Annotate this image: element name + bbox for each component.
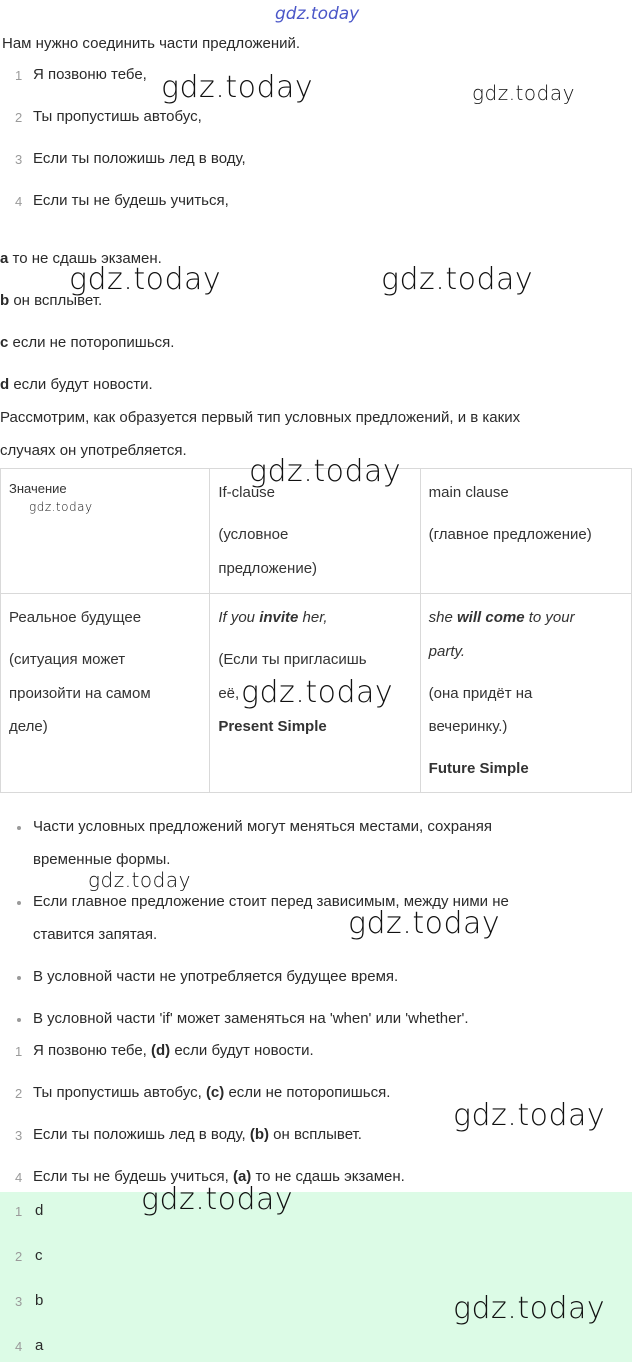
letter-item <box>0 334 174 351</box>
matched-text: если не потоpопишься. <box>224 1084 391 1101</box>
letter-key: a <box>0 250 9 267</box>
part-number: 3 <box>15 152 23 167</box>
matched-text: Если ты не будешь учиться, <box>33 1168 233 1185</box>
row-main-example: party. <box>428 643 466 660</box>
row-meaning-note: деле) <box>9 718 48 735</box>
bullet-dot <box>17 976 21 980</box>
header-meaning: Значение <box>9 481 67 496</box>
matched-number: 4 <box>15 1170 23 1185</box>
explain-line: Рассмотрим, как образуется первый тип условных предложений, и в каких <box>0 409 521 426</box>
part-number: 2 <box>15 110 23 125</box>
rule-text: В условной части 'if' может заменяться на 'when' или 'whether'. <box>33 1010 469 1027</box>
row-meaning-note: (ситуация может <box>9 651 126 668</box>
bullet-dot <box>17 826 21 830</box>
watermark: gdz.today <box>249 454 402 489</box>
part-text: Я позвоню тебе, <box>33 66 147 83</box>
matched-text: Я позвоню тебе, <box>33 1042 151 1059</box>
table-cell <box>420 469 631 594</box>
matched-text: то не сдашь экзамен. <box>251 1168 405 1185</box>
matched-text: он всплывет. <box>269 1126 362 1143</box>
row-if-translation: её, <box>218 685 240 702</box>
answer-number: 4 <box>15 1339 23 1354</box>
rule-text: Части условных предложений могут меняться местами, сохраняя <box>33 818 492 835</box>
header-main-clause: main clause <box>428 484 509 501</box>
answer-panel <box>0 1192 632 1362</box>
part-number: 1 <box>15 68 23 83</box>
conditional-table <box>0 468 632 793</box>
intro-text: Нам нужно соединить части предложений. <box>2 35 301 52</box>
row-main-translation: (она придёт на <box>428 685 533 702</box>
example-text: If you <box>218 609 260 626</box>
matched-number: 1 <box>15 1044 23 1059</box>
row-if-translation: (Если ты пригласишь <box>218 651 367 668</box>
example-text: she <box>428 609 458 626</box>
row-main-tense: Future Simple <box>428 760 529 777</box>
letter-text: если не потоpопишься. <box>8 334 175 351</box>
part-text: Если ты не будешь учиться, <box>33 192 229 209</box>
answer-number: 1 <box>15 1204 23 1219</box>
part-number: 4 <box>15 194 23 209</box>
watermark: gdz.today <box>381 262 534 297</box>
answer-number: 2 <box>15 1249 23 1264</box>
watermark: gdz.today <box>29 500 93 514</box>
row-main-example <box>429 609 575 626</box>
row-main-translation: вечеринку.) <box>428 718 508 735</box>
matched-key: (d) <box>151 1042 171 1059</box>
watermark: gdz.today <box>453 1098 606 1133</box>
matched-number: 2 <box>15 1086 23 1101</box>
watermark: gdz.today <box>161 70 314 105</box>
table-cell <box>1 594 210 793</box>
watermark: gdz.today <box>348 906 501 941</box>
letter-key: c <box>0 334 9 351</box>
rule-text: временные формы. <box>33 851 171 868</box>
watermark: gdz.today <box>453 1291 606 1326</box>
matched-key: (c) <box>205 1084 225 1101</box>
letter-text: он всплывет. <box>9 292 103 309</box>
table-cell <box>1 469 210 594</box>
example-text: to your <box>524 609 575 626</box>
watermark-top: gdz.today <box>275 4 360 24</box>
rule-text: ставится запятая. <box>33 926 158 943</box>
answer-value: b <box>35 1292 44 1309</box>
rule-text: В условной части не употребляется будущее время. <box>33 968 399 985</box>
row-meaning: Реальное будущее <box>9 609 142 626</box>
matched-text: если будут новости. <box>170 1042 314 1059</box>
example-text: her, <box>298 609 328 626</box>
matched-key: (b) <box>249 1126 269 1143</box>
header-if-clause-note: (условное <box>218 526 289 543</box>
example-verb: will come <box>457 609 525 626</box>
matched-text: Если ты положишь лед в воду, <box>33 1126 250 1143</box>
letter-item <box>0 376 153 393</box>
example-verb: invite <box>259 609 299 626</box>
letter-text: то не сдашь экзамен. <box>8 250 162 267</box>
rule-text: Если главное предложение стоит перед зависимым, между ними не <box>33 893 509 910</box>
bullet-dot <box>17 1018 21 1022</box>
watermark: gdz.today <box>141 1182 294 1217</box>
watermark: gdz.today <box>472 81 575 105</box>
matched-sentence <box>33 1084 390 1101</box>
matched-sentence <box>33 1126 362 1143</box>
letter-key: d <box>0 376 10 393</box>
matched-sentence <box>33 1042 314 1059</box>
row-meaning-note: произойти на самом <box>9 685 151 702</box>
letter-text: если будут новости. <box>9 376 153 393</box>
matched-number: 3 <box>15 1128 23 1143</box>
bullet-dot <box>17 901 21 905</box>
table-cell <box>420 594 631 793</box>
explain-line: случаях он употребляется. <box>0 442 187 459</box>
matched-text: Ты пропустишь автобус, <box>33 1084 206 1101</box>
watermark: gdz.today <box>88 868 191 892</box>
watermark: gdz.today <box>69 262 222 297</box>
answer-value: d <box>35 1202 44 1219</box>
answer-value: c <box>35 1247 43 1264</box>
answer-value: a <box>35 1337 44 1354</box>
header-if-clause-note: предложение) <box>218 560 318 577</box>
matched-key: (a) <box>232 1168 252 1185</box>
part-text: Ты пропустишь автобус, <box>33 108 202 125</box>
part-text: Если ты положишь лед в воду, <box>33 150 246 167</box>
watermark: gdz.today <box>241 675 394 710</box>
answer-number: 3 <box>15 1294 23 1309</box>
row-if-tense: Present Simple <box>218 718 327 735</box>
header-main-clause-note: (главное предложение) <box>428 526 592 543</box>
row-if-example <box>218 609 327 626</box>
letter-key: b <box>0 292 10 309</box>
header-if-clause: If-clause <box>218 484 276 501</box>
